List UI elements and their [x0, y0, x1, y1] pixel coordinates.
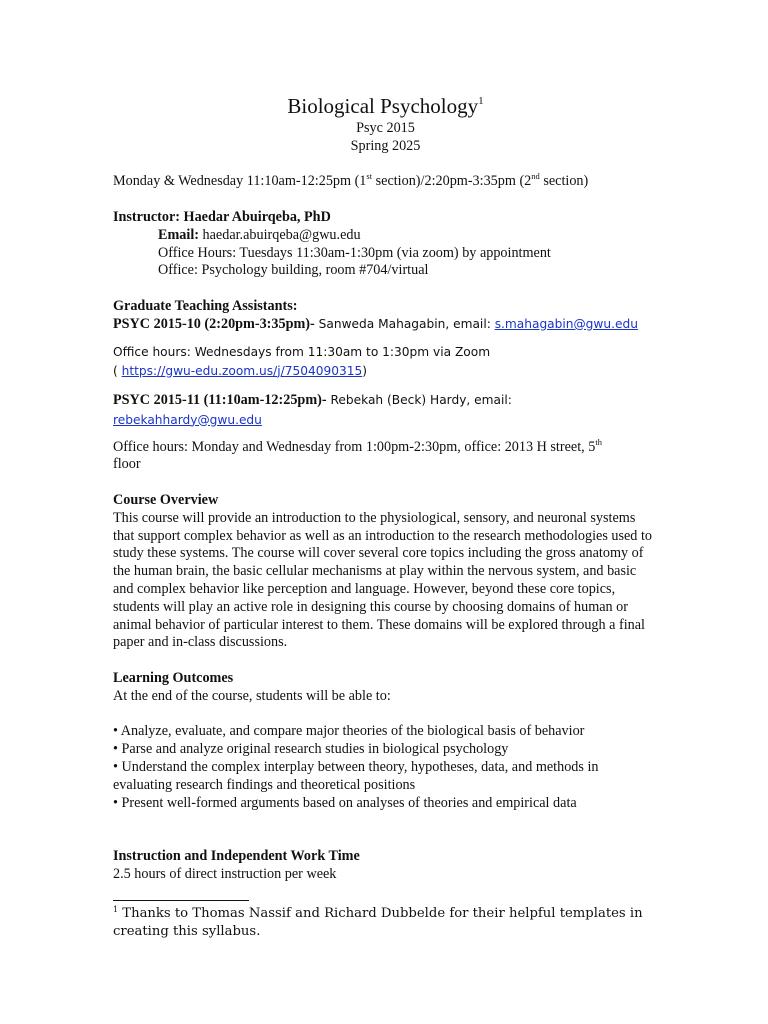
outcome-item: • Present well-formed arguments based on analyses of theories and empirical data: [113, 794, 577, 811]
gta1-office-hours: Office hours: Wednesdays from 11:30am to 1:30pm via Zoom: [113, 344, 491, 359]
instruction-body: 2.5 hours of direct instruction per week: [113, 865, 337, 882]
syllabus-page: [113, 92, 658, 941]
outcomes-intro: At the end of the course, students will be able to:: [113, 687, 391, 704]
title-text: Biological Psychology: [287, 94, 479, 118]
instructor-office: Office: Psychology building, room #704/virtual: [158, 262, 429, 279]
footnote: $^1$ Thanks to Thomas Nassif and Richard Dubbelde for their helpful templates in creating this syllabus.: [113, 905, 643, 940]
page-title: [113, 92, 658, 120]
outcome-item: • Analyze, evaluate, and compare major theories of the biological basis of behavior: [113, 723, 585, 740]
footnote-divider: [113, 900, 249, 901]
term: Spring 2025: [350, 137, 421, 154]
instructor-office-hours: Office Hours: Tuesdays 11:30am-1:30pm (via zoom) by appointment: [158, 244, 551, 261]
title-footnote-mark[interactable]: 1: [478, 95, 484, 107]
course-code: Psyc 2015: [356, 120, 415, 136]
outcome-item: • Parse and analyze original research studies in biological psychology: [113, 741, 509, 758]
instruction-heading: Instruction and Independent Work Time: [113, 847, 360, 864]
gta-heading: Graduate Teaching Assistants:: [113, 297, 298, 314]
gta2-email-link[interactable]: rebekahhardy@gwu.edu: [113, 412, 262, 427]
gta1-zoom-line: ( https://gwu-edu.zoom.us/j/7504090315): [113, 363, 368, 378]
gta2-office-hours: Office hours: Monday and Wednesday from 1:00pm-2:30pm, office: 2013 H street, 5th floor: [113, 436, 602, 473]
instructor-email: Email: haedar.abuirqeba@gwu.edu: [158, 226, 361, 243]
instructor-heading: Instructor: Haedar Abuirqeba, PhD: [113, 208, 331, 225]
outcome-item: • Understand the complex interplay between theory, hypotheses, data, and methods in evaluating research findings and theoretical positions: [113, 758, 599, 793]
zoom-link[interactable]: https://gwu-edu.zoom.us/j/7504090315: [121, 363, 363, 378]
schedule-line: Monday & Wednesday 11:10am-12:25pm (1st section)/2:20pm-3:35pm (2nd section): [113, 171, 589, 190]
overview-heading: Course Overview: [113, 491, 219, 508]
gta1-email-link[interactable]: s.mahagabin@gwu.edu: [494, 316, 638, 331]
outcomes-heading: Learning Outcomes: [113, 669, 234, 686]
overview-body: This course will provide an introduction to the physiological, sensory, and neuronal systems that support complex behavior as well as an introduction to the research methodologies used to study these systems. The course will cover several core topics including the gross anatomy of the human brain, the basic cellular mechanisms at play within the nervous system, and basic and complex behavior like perception and language. However, beyond these core topics, students will play an active role in designing this course by choosing domains of human or animal behavior of particular interest to them. These domains will be explored through a final paper and in-class discussions.: [113, 509, 652, 651]
footnote-mark: 1: [113, 905, 119, 915]
gta-section2: PSYC 2015-11 (11:10am-12:25pm)- Rebekah (Beck) Hardy, email: rebekahhardy@gwu.edu: [113, 391, 512, 427]
gta-section1: PSYC 2015-10 (2:20pm-3:35pm)- Sanweda Mahagabin, email: s.mahagabin@gwu.edu: [113, 315, 638, 332]
